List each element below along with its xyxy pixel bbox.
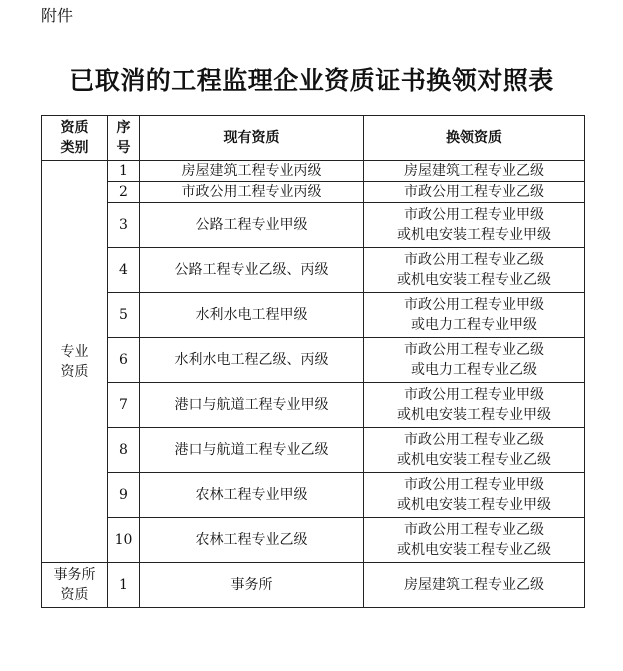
replacement-line: 市政公用工程专业甲级	[404, 387, 544, 403]
document-title: 已取消的工程监理企业资质证书换领对照表	[69, 66, 554, 95]
replacement-line: 或机电安装工程专业甲级	[397, 407, 551, 423]
replacement-line: 或机电安装工程专业乙级	[397, 452, 551, 468]
current-qualification-cell: 水利水电工程乙级、丙级	[140, 338, 364, 383]
category-cell	[42, 563, 108, 608]
replacement-line: 或机电安装工程专业甲级	[397, 497, 551, 513]
seq-cell: 8	[108, 428, 140, 473]
replacement-line: 房屋建筑工程专业乙级	[404, 577, 544, 593]
current-qualification-cell: 水利水电工程甲级	[140, 293, 364, 338]
category-line2: 资质	[60, 587, 89, 603]
current-qualification-cell: 公路工程专业甲级	[140, 203, 364, 248]
replacement-qualification-cell	[364, 383, 585, 428]
current-qualification-cell: 农林工程专业乙级	[140, 518, 364, 563]
header-replacement: 换领资质	[364, 116, 585, 161]
table-row	[42, 182, 585, 203]
replacement-qualification-cell	[364, 161, 585, 182]
replacement-line: 市政公用工程专业乙级	[404, 252, 544, 268]
table-row	[42, 203, 585, 248]
replacement-line: 市政公用工程专业乙级	[404, 184, 544, 200]
table-row	[42, 563, 585, 608]
current-qualification-cell: 房屋建筑工程专业丙级	[140, 161, 364, 182]
table-body	[42, 161, 585, 608]
current-qualification-cell: 市政公用工程专业丙级	[140, 182, 364, 203]
replacement-qualification-cell	[364, 203, 585, 248]
replacement-line: 或机电安装工程专业乙级	[397, 272, 551, 288]
seq-cell: 10	[108, 518, 140, 563]
header-category	[42, 116, 108, 161]
replacement-line: 市政公用工程专业甲级	[404, 207, 544, 223]
current-qualification-cell: 港口与航道工程专业甲级	[140, 383, 364, 428]
seq-cell: 6	[108, 338, 140, 383]
replacement-line: 或电力工程专业甲级	[411, 317, 537, 333]
table-row	[42, 518, 585, 563]
table-row	[42, 428, 585, 473]
header-category-line2: 类别	[60, 140, 89, 156]
current-qualification-cell: 事务所	[140, 563, 364, 608]
seq-cell: 1	[108, 563, 140, 608]
table-row	[42, 338, 585, 383]
category-line2: 资质	[60, 363, 89, 380]
replacement-line: 或机电安装工程专业甲级	[397, 227, 551, 243]
seq-cell: 2	[108, 182, 140, 203]
replacement-line: 市政公用工程专业甲级	[404, 297, 544, 313]
replacement-qualification-cell	[364, 182, 585, 203]
seq-cell: 3	[108, 203, 140, 248]
header-seq-line1: 序	[116, 120, 131, 136]
replacement-line: 市政公用工程专业甲级	[404, 477, 544, 493]
header-seq	[108, 116, 140, 161]
seq-cell: 7	[108, 383, 140, 428]
replacement-qualification-cell	[364, 293, 585, 338]
header-seq-line2: 号	[116, 140, 131, 156]
seq-cell: 1	[108, 161, 140, 182]
replacement-qualification-cell	[364, 518, 585, 563]
table-row	[42, 161, 585, 182]
current-qualification-cell: 农林工程专业甲级	[140, 473, 364, 518]
current-qualification-cell: 公路工程专业乙级、丙级	[140, 248, 364, 293]
replacement-line: 市政公用工程专业乙级	[404, 522, 544, 538]
replacement-line: 市政公用工程专业乙级	[404, 432, 544, 448]
certificate-comparison-table	[41, 115, 585, 608]
replacement-line: 或机电安装工程专业乙级	[397, 542, 551, 558]
replacement-line: 房屋建筑工程专业乙级	[404, 163, 544, 179]
replacement-qualification-cell	[364, 248, 585, 293]
table-row	[42, 293, 585, 338]
replacement-qualification-cell	[364, 473, 585, 518]
header-current: 现有资质	[140, 116, 364, 161]
replacement-line: 市政公用工程专业乙级	[404, 342, 544, 358]
category-cell	[42, 161, 108, 563]
table-row	[42, 383, 585, 428]
seq-cell: 4	[108, 248, 140, 293]
current-qualification-cell: 港口与航道工程专业乙级	[140, 428, 364, 473]
category-line1: 专业	[60, 343, 89, 360]
attachment-label: 附件	[41, 6, 74, 25]
replacement-qualification-cell	[364, 338, 585, 383]
replacement-line: 或电力工程专业乙级	[411, 362, 537, 378]
seq-cell: 9	[108, 473, 140, 518]
table-header-row	[42, 116, 585, 161]
replacement-qualification-cell	[364, 428, 585, 473]
header-category-line1: 资质	[60, 120, 89, 136]
category-line1: 事务所	[53, 567, 96, 583]
table-row	[42, 473, 585, 518]
table-row	[42, 248, 585, 293]
seq-cell: 5	[108, 293, 140, 338]
replacement-qualification-cell	[364, 563, 585, 608]
